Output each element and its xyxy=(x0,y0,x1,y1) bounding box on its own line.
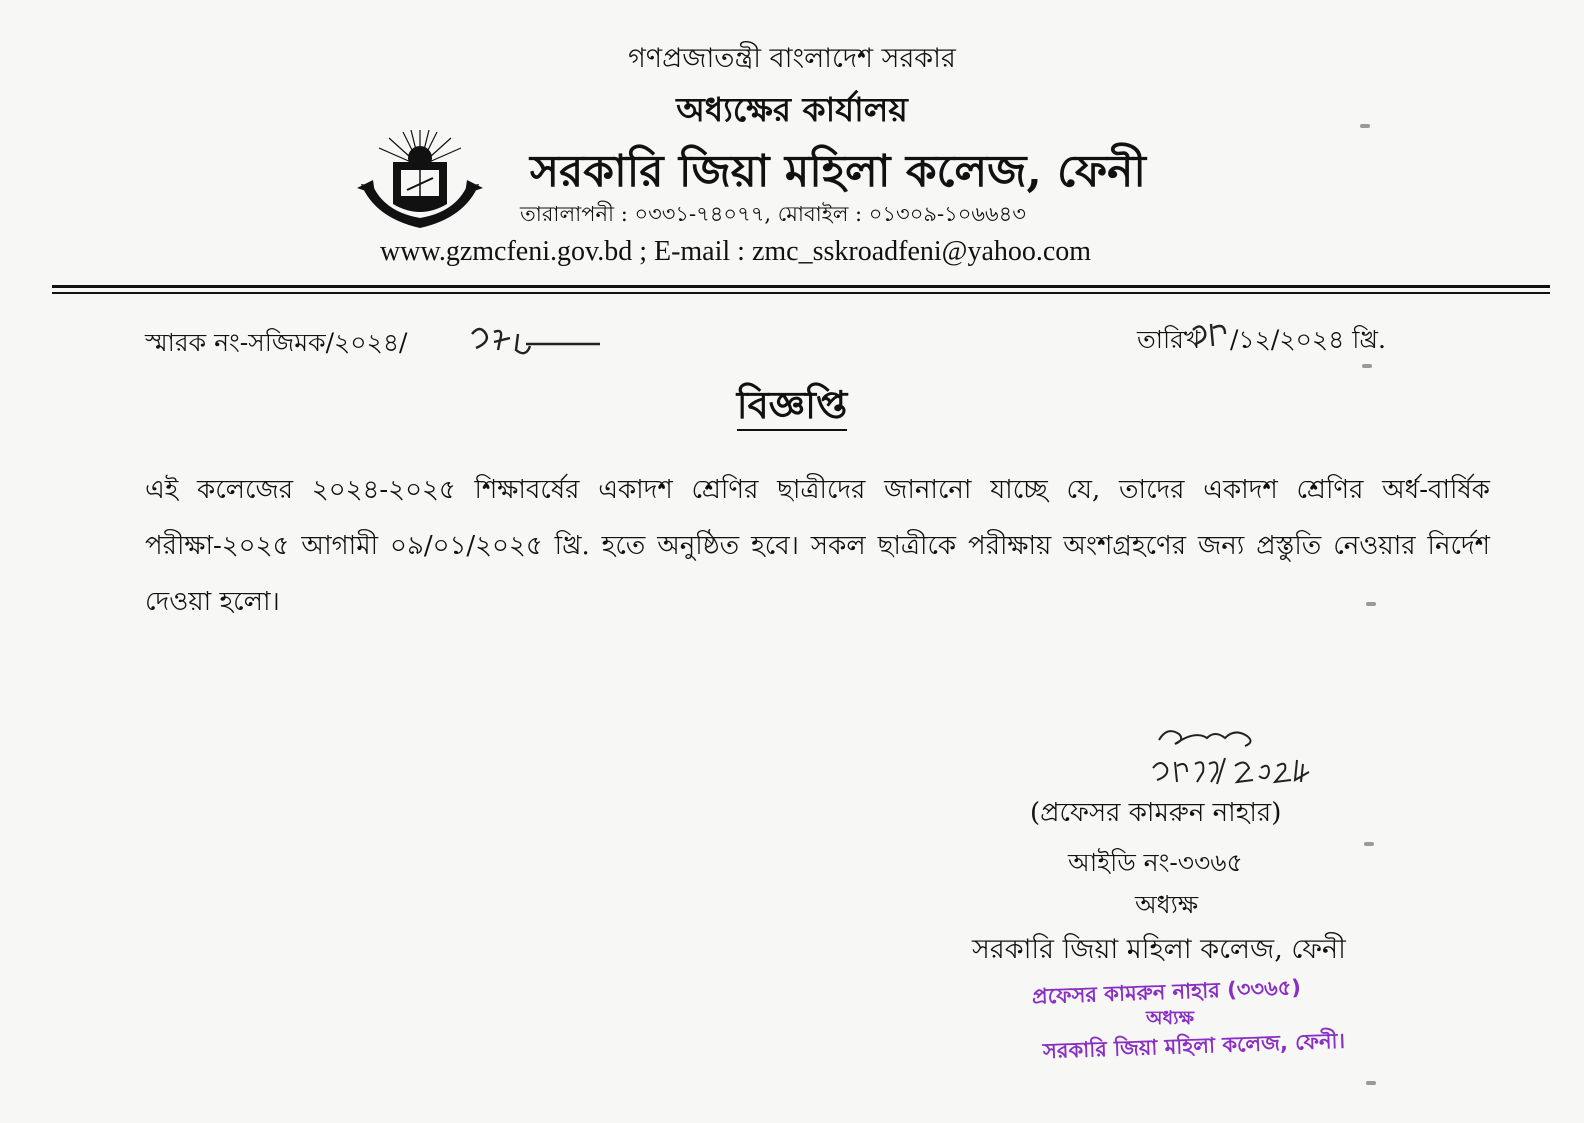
handwritten-memo-number xyxy=(470,320,610,360)
scan-speck xyxy=(1364,842,1374,846)
scan-speck xyxy=(1360,124,1370,128)
header-divider-thin xyxy=(52,292,1550,294)
signatory-name: (প্রফেসর কামরুন নাহার) xyxy=(1030,798,1282,828)
memo-number-label: স্মারক নং-সজিমক/২০২৪/ xyxy=(145,328,408,357)
notice-title xyxy=(0,376,1584,440)
college-emblem-icon xyxy=(355,128,485,236)
signatory-id: আইডি নং-৩৩৬৫ xyxy=(1068,848,1243,877)
notice-body: এই কলেজের ২০২৪-২০২৫ শিক্ষাবর্ষের একাদশ শ্রেণির ছাত্রীদের জানানো যাচ্ছে যে, তাদের একাদশ শ্রেণির অর্ধ-বার্ষিক পরীক্ষা-২০২৫ আগামী ০৯/০১/২০২৫ খ্রি. হতে অনুষ্ঠিত হবে। সকল ছাত্রীকে পরীক্ষায় অংশগ্রহণের জন্য প্রস্তুতি নেওয়ার নির্দেশ দেওয়া হলো। xyxy=(145,475,1490,617)
website-email-line: www.gzmcfeni.gov.bd ; E-mail : zmc_sskroadfeni@yahoo.com xyxy=(380,236,1092,267)
header-divider xyxy=(52,285,1550,288)
handwritten-date-day xyxy=(1189,316,1229,356)
handwritten-signature xyxy=(1145,720,1395,800)
scan-speck xyxy=(1366,1081,1376,1085)
notice-title-text: বিজ্ঞপ্তি xyxy=(737,382,848,431)
stamp-name: প্রফেসর কামরুন নাহার (৩৩৬৫) xyxy=(1031,975,1302,1009)
government-line: গণপ্রজাতন্ত্রী বাংলাদেশ সরকার xyxy=(628,43,956,74)
date-label: তারিখ xyxy=(1137,325,1201,354)
college-name: সরকারি জিয়া মহিলা কলেজ, ফেনী xyxy=(530,146,1146,197)
scan-speck xyxy=(1362,364,1372,368)
stamp-designation: অধ্যক্ষ xyxy=(1146,1007,1195,1029)
signatory-college: সরকারি জিয়া মহিলা কলেজ, ফেনী xyxy=(972,934,1346,965)
signatory-designation: অধ্যক্ষ xyxy=(1135,890,1199,919)
office-title: অধ্যক্ষের কার্যালয় xyxy=(676,90,908,129)
date-value: /১২/২০২৪ খ্রি. xyxy=(1230,325,1386,354)
contact-phone-line: তারালাপনী : ০৩৩১-৭৪০৭৭, মোবাইল : ০১৩০৯-১০৬৬৪৩ xyxy=(520,202,1026,226)
scan-speck xyxy=(1366,602,1376,606)
stamp-college: সরকারি জিয়া মহিলা কলেজ, ফেনী। xyxy=(1042,1028,1346,1064)
